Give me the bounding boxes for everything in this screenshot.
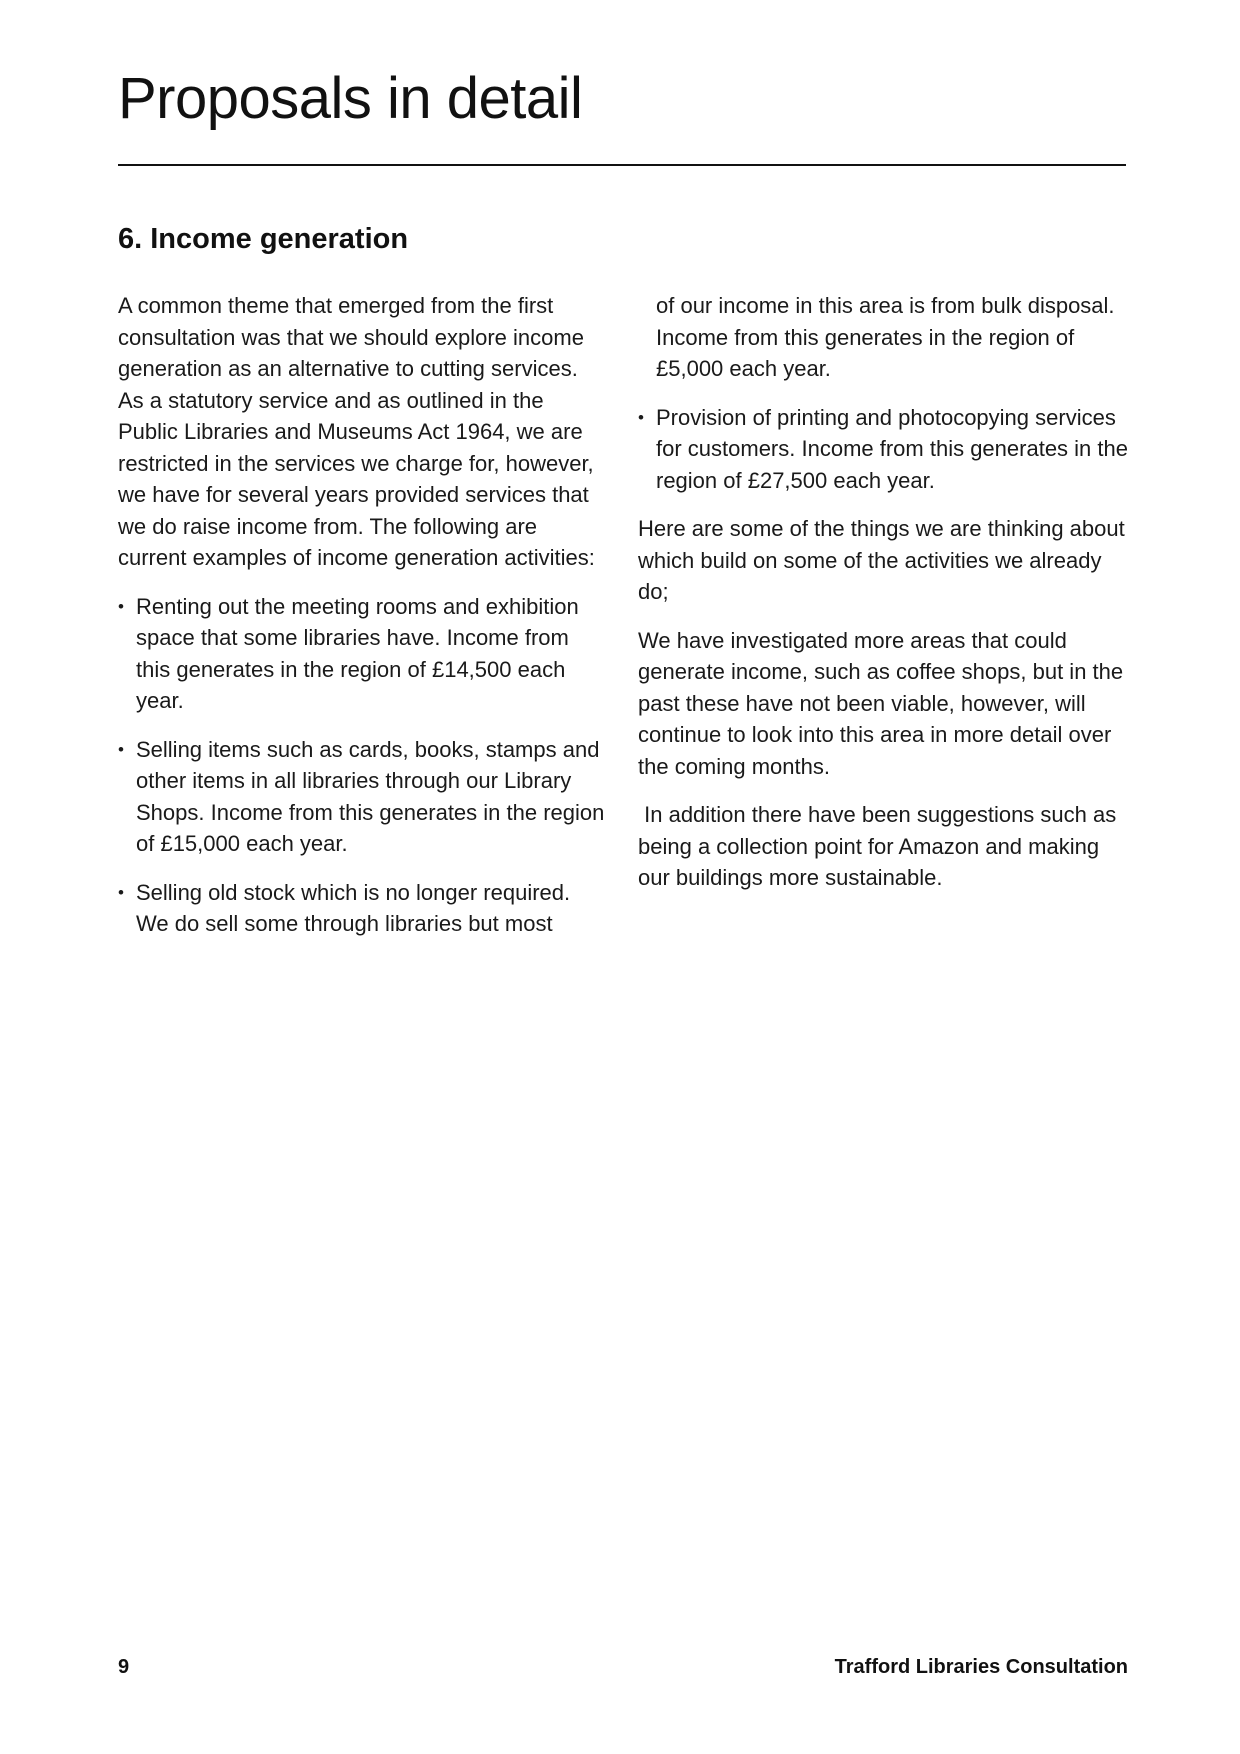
body-paragraph: Here are some of the things we are thinking about which build on some of the activities we already do; [638,516,1125,604]
list-item-text: Selling old stock which is no longer required. We do sell some through libraries but most [136,879,571,936]
section-heading: 6. Income generation [118,223,409,255]
bullet-icon: • [638,407,644,427]
list-item [638,402,1128,497]
title-divider [118,164,1126,166]
body-paragraph: We have investigated more areas that could generate income, such as coffee shops, but in the past these have not been viable, however, will continue to look into this area in more detail over the coming months. [638,627,1124,779]
list-item-text: Provision of printing and photocopying services for customers. Income from this generates in the region of £27,500 each year. [656,404,1128,493]
list-item [118,591,608,717]
bullet-icon: • [118,882,124,902]
income-examples-list [118,591,608,940]
right-column [638,290,1128,911]
body-paragraph: In addition there have been suggestions such as being a collection point for Amazon and making our buildings more sustainable. [638,802,1123,890]
footer-document-title: Trafford Libraries Consultation [834,1656,1128,1678]
bullet-icon: • [118,739,124,759]
intro-paragraph: A common theme that emerged from the first consultation was that we should explore income generation as an alternative to cutting services. As a statutory service and as outlined in the Public Libraries and Museums Act 1964, we are restricted in the services we charge for, however, we have for several years provided services that we do raise income from. The following are current examples of income generation activities: [118,293,595,570]
list-item-continued-text: of our income in this area is from bulk disposal. Income from this generates in the region of £5,000 each year. [656,293,1115,381]
bullet-icon: • [118,596,124,616]
list-item-text: Renting out the meeting rooms and exhibition space that some libraries have. Income from this generates in the region of £14,500 each year. [136,593,579,713]
list-item-text: Selling items such as cards, books, stamps and other items in all libraries through our Library Shops. Income from this generates in the region of £15,000 each year. [136,736,605,856]
page-number: 9 [118,1656,130,1678]
page-title: Proposals in detail [118,66,583,131]
left-column [118,290,608,957]
income-examples-list-continued [638,402,1128,497]
list-item [118,734,608,860]
list-item [118,877,608,940]
